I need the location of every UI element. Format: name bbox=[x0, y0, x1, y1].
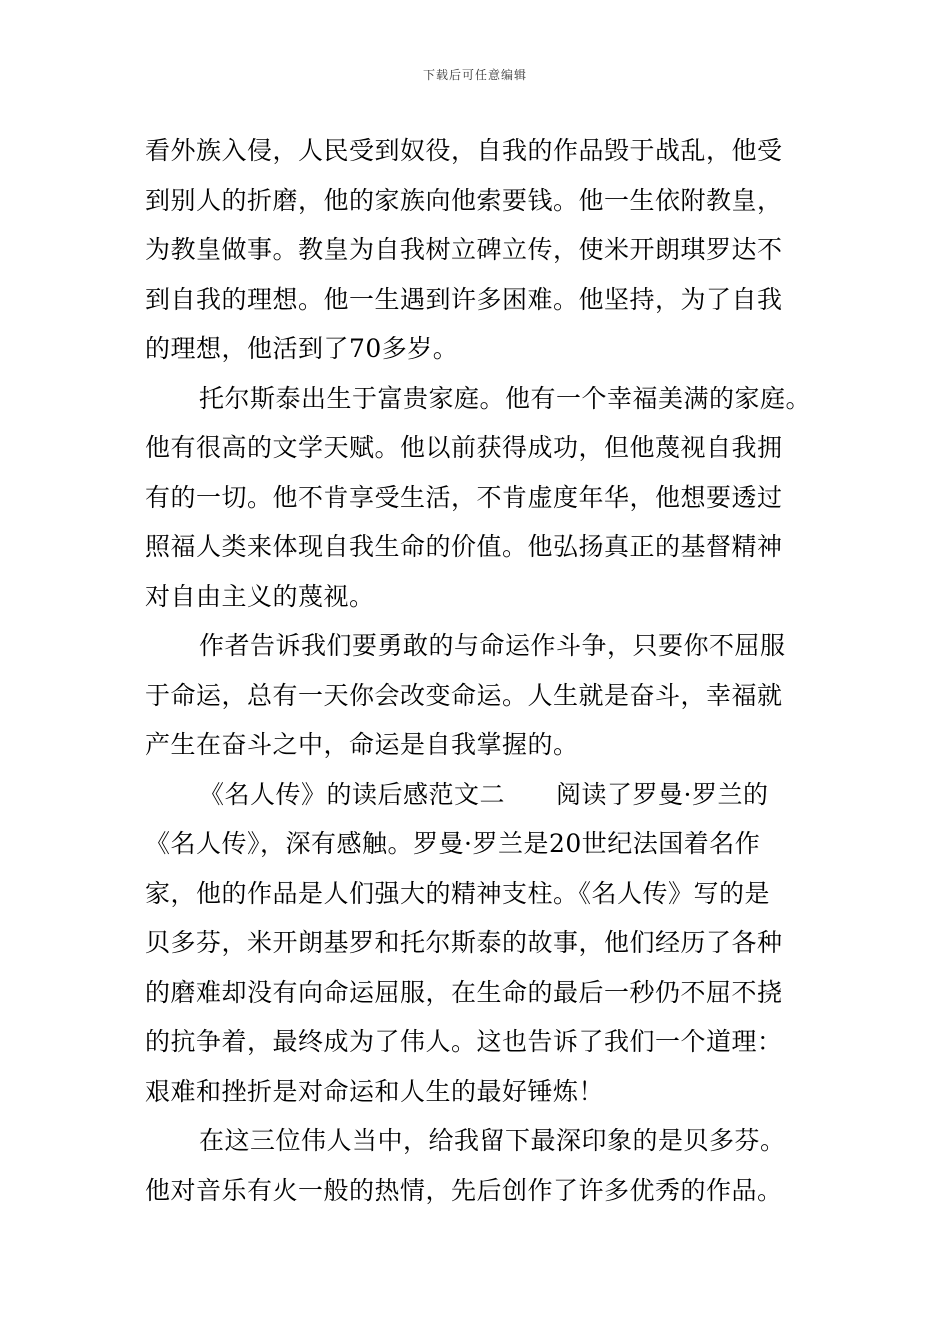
text-line: 的磨难却没有向命运屈服，在生命的最后一秒仍不屈不挠 bbox=[145, 977, 783, 1007]
paragraph-start-line: 作者告诉我们要勇敢的与命运作斗争，只要你不屈服 bbox=[199, 631, 786, 660]
text-line: 的理想，他活到了70多岁。 bbox=[145, 334, 459, 363]
text-line: 对自由主义的蔑视。 bbox=[145, 581, 375, 611]
text-line: 的抗争着，最终成为了伟人。这也告诉了我们一个道理： bbox=[145, 1027, 783, 1056]
text-line: 家，他的作品是人们强大的精神支柱。《名人传》写的是 bbox=[145, 878, 771, 908]
text-line: 看外族入侵，人民受到奴役，自我的作品毁于战乱，他受 bbox=[145, 136, 783, 165]
text-line: 他有很高的文学天赋。他以前获得成功，但他蔑视自我拥 bbox=[145, 433, 783, 462]
text-line: 照福人类来体现自我生命的价值。他弘扬真正的基督精神 bbox=[145, 532, 783, 561]
text-line: 产生在奋斗之中，命运是自我掌握的。 bbox=[145, 730, 579, 759]
text-line: 艰难和挫折是对命运和人生的最好锤炼！ bbox=[145, 1076, 605, 1106]
page-header: 下载后可任意编辑 bbox=[422, 68, 527, 82]
paragraph-start-line: 在这三位伟人当中，给我留下最深印象的是贝多芬。 bbox=[199, 1126, 786, 1155]
text-line: 为教皇做事。教皇为自我树立碑立传，使米开朗琪罗达不 bbox=[145, 235, 783, 264]
paragraph-start-line: 托尔斯泰出生于富贵家庭。他有一个幸福美满的家庭。 bbox=[199, 383, 812, 413]
text-line: 于命运，总有一天你会改变命运。人生就是奋斗，幸福就 bbox=[145, 680, 783, 710]
text-line: 《名人传》，深有感触。罗曼·罗兰是20世纪法国着名作 bbox=[145, 829, 761, 858]
text-line: 到自我的理想。他一生遇到许多困难。他坚持，为了自我 bbox=[145, 284, 783, 314]
text-line: 贝多芬，米开朗基罗和托尔斯泰的故事，他们经历了各种 bbox=[145, 928, 783, 957]
text-line: 有的一切。他不肯享受生活，不肯虚度年华，他想要透过 bbox=[145, 482, 783, 512]
text-line: 到别人的折磨，他的家族向他索要钱。他一生依附教皇， bbox=[145, 185, 783, 215]
text-line: 他对音乐有火一般的热情，先后创作了许多优秀的作品。 bbox=[145, 1175, 783, 1205]
document-body bbox=[145, 126, 815, 1215]
section-title-line: 《名人传》的读后感范文二 阅读了罗曼·罗兰的 bbox=[199, 779, 769, 809]
